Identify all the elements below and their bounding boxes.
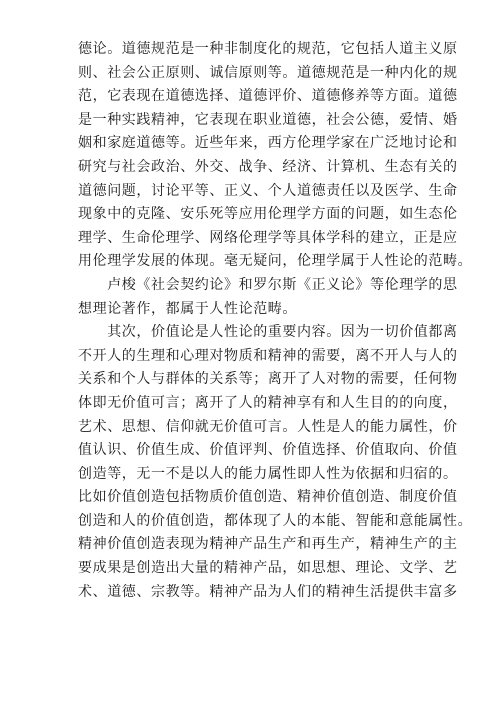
text-line: 是一种实践精神，它表现在职业道德，社会公德，爱情、婚 — [78, 111, 458, 128]
text-line: 术、道德、宗教等。精神产品为人们的精神生活提供丰富多 — [78, 583, 458, 600]
text-line: 范，它表现在道德选择、道德评价、道德修养等方面。道德 — [78, 88, 458, 105]
text-line: 现象中的克隆、安乐死等应用伦理学方面的问题，如生态伦 — [78, 206, 458, 223]
text-line: 研究与社会政治、外交、战争、经济、计算机、生态有关的 — [78, 158, 458, 175]
text-line: 艺术、思想、信仰就无价值可言。人性是人的能力属性，价 — [78, 418, 458, 435]
text-line: 用伦理学发展的体现。毫无疑问，伦理学属于人性论的范畴。 — [78, 253, 473, 270]
text-line: 其次，价值论是人性论的重要内容。因为一切价值都离 — [78, 324, 458, 341]
text-line: 比如价值创造包括物质价值创造、精神价值创造、制度价值 — [78, 489, 458, 506]
text-line: 姻和家庭道德等。近些年来，西方伦理学家在广泛地讨论和 — [78, 135, 458, 152]
text-line: 精神价值创造表现为精神产品生产和再生产，精神生产的主 — [78, 536, 458, 553]
text-line: 想理论著作，都属于人性论范畴。 — [78, 300, 297, 317]
text-line: 创造等，无一不是以人的能力属性即人性为依据和归宿的。 — [78, 465, 458, 482]
text-line: 卢梭《社会契约论》和罗尔斯《正义论》等伦理学的思 — [78, 276, 458, 293]
text-line: 体即无价值可言；离开了人的精神享有和人生目的的向度， — [78, 394, 458, 411]
text-line: 理学、生命伦理学、网络伦理学等具体学科的建立，正是应 — [78, 229, 458, 246]
text-line: 则、社会公正原则、诚信原则等。道德规范是一种内化的规 — [78, 64, 458, 81]
text-line: 创造和人的价值创造，都体现了人的本能、智能和意能属性。 — [78, 512, 473, 529]
text-line: 德论。道德规范是一种非制度化的规范，它包括人道主义原 — [78, 41, 458, 57]
text-line: 值认识、价值生成、价值评判、价值选择、价值取向、价值 — [78, 442, 458, 459]
text-line: 要成果是创造出大量的精神产品，如思想、理论、文学、艺 — [78, 560, 458, 577]
body-text — [78, 38, 473, 604]
text-line: 关系和个人与群体的关系等；离开了人对物的需要，任何物 — [78, 371, 458, 388]
text-line: 道德问题，讨论平等、正义、个人道德责任以及医学、生命 — [78, 182, 458, 199]
text-line: 不开人的生理和心理对物质和精神的需要，离不开人与人的 — [78, 347, 458, 364]
